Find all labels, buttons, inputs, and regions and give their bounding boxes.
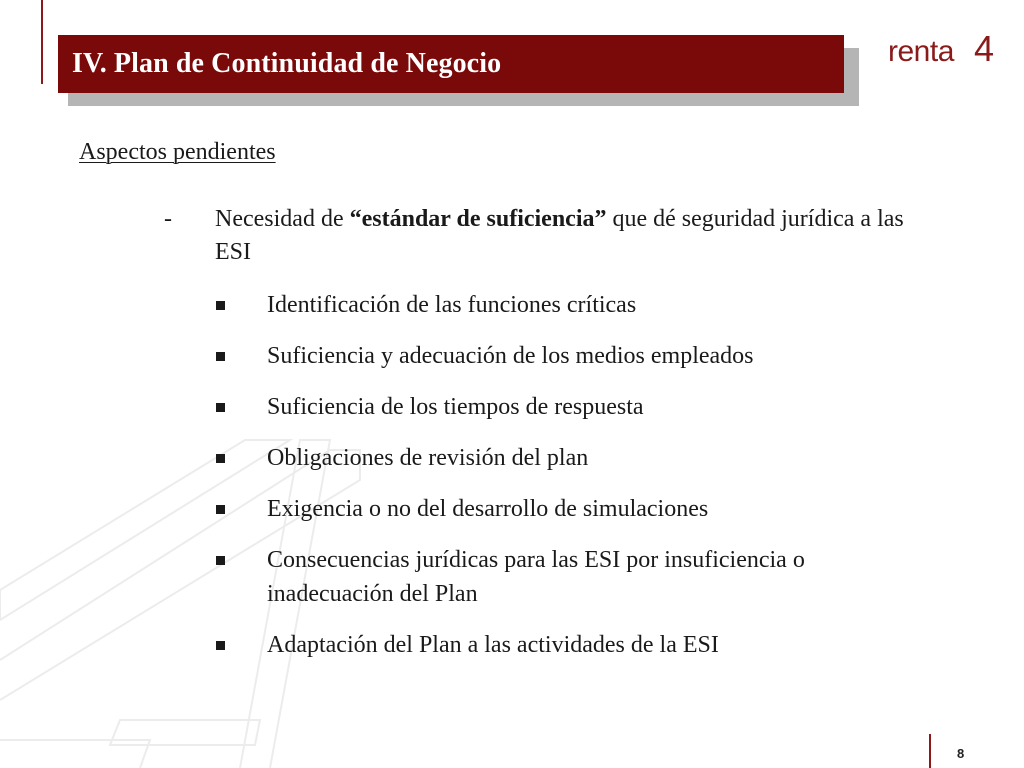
list-item-text: Suficiencia de los tiempos de respuesta	[267, 394, 644, 420]
logo-number: 4	[974, 30, 995, 69]
list-item	[214, 288, 934, 322]
list-item-text: Identificación de las funciones críticas	[267, 292, 637, 318]
section-heading: Aspectos pendientes	[79, 139, 276, 165]
list-item	[214, 339, 934, 373]
footer-accent-line	[929, 734, 931, 768]
bullet-list	[214, 288, 934, 679]
square-bullet-icon	[216, 505, 225, 514]
list-item-text: Suficiencia y adecuación de los medios empleados	[267, 343, 754, 369]
list-item	[214, 628, 934, 662]
page-number: 8	[957, 746, 965, 761]
list-item-text: Obligaciones de revisión del plan	[267, 445, 589, 471]
list-item-text: Consecuencias jurídicas para las ESI por insuficiencia o inadecuación del Plan	[267, 547, 805, 607]
list-item-text: Exigencia o no del desarrollo de simulaciones	[267, 496, 709, 522]
logo-text: renta	[888, 35, 954, 68]
list-item	[214, 492, 934, 526]
list-item	[214, 441, 934, 475]
dash-marker: -	[164, 206, 172, 232]
list-item	[214, 390, 934, 424]
square-bullet-icon	[216, 556, 225, 565]
left-accent-line	[41, 0, 43, 84]
square-bullet-icon	[216, 352, 225, 361]
square-bullet-icon	[216, 641, 225, 650]
square-bullet-icon	[216, 301, 225, 310]
intro-text-before: Necesidad de	[215, 206, 350, 232]
intro-text-after: que dé seguridad jurídica a las ESI	[215, 206, 904, 265]
intro-text	[215, 203, 915, 269]
intro-text-bold: “estándar de suficiencia”	[349, 206, 607, 232]
square-bullet-icon	[216, 403, 225, 412]
renta4-logo	[888, 30, 998, 70]
list-item	[214, 543, 934, 611]
slide-title: IV. Plan de Continuidad de Negocio	[72, 48, 502, 79]
title-bar	[58, 35, 844, 93]
square-bullet-icon	[216, 454, 225, 463]
list-item-text: Adaptación del Plan a las actividades de la ESI	[267, 632, 719, 658]
